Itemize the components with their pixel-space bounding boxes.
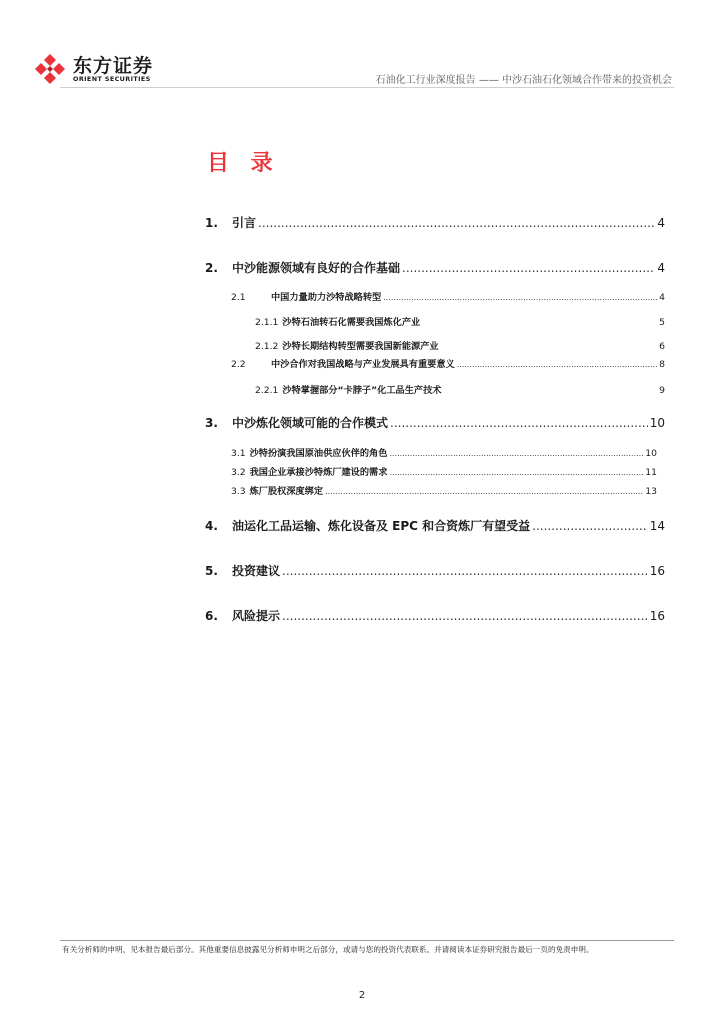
toc-entry[interactable] bbox=[255, 338, 665, 352]
toc-entry-title: 引言 bbox=[232, 216, 257, 230]
toc-dot-leader bbox=[390, 416, 648, 430]
toc-entry-number: 2.1.1 bbox=[255, 317, 279, 328]
toc-entry-number: 3. bbox=[205, 416, 218, 430]
toc-entry-title: 炼厂股权深度绑定 bbox=[249, 486, 324, 497]
toc-dot-leader bbox=[282, 564, 648, 578]
toc-entry-page: 9 bbox=[659, 385, 665, 396]
toc-entry-number: 2.1 bbox=[231, 292, 246, 303]
toc-entry-page: 6 bbox=[659, 341, 665, 352]
report-title: 石油化工行业深度报告 —— 中沙石油石化领域合作带来的投资机会 bbox=[375, 75, 672, 86]
toc-entry-number: 3.3 bbox=[231, 486, 246, 497]
brand-name-en: ORIENT SECURITIES bbox=[73, 75, 151, 83]
toc-entry-page: 5 bbox=[659, 317, 665, 328]
toc-entry-title: 沙特长期结构转型需要我国新能源产业 bbox=[282, 341, 439, 352]
toc-entry-page: 4 bbox=[657, 261, 665, 275]
toc-entry-number: 6. bbox=[205, 609, 218, 623]
toc-entry[interactable] bbox=[231, 483, 657, 497]
toc-entry-page: 8 bbox=[659, 359, 665, 370]
toc-dot-leader bbox=[383, 293, 657, 302]
toc-entry[interactable] bbox=[231, 289, 665, 303]
toc-entry-page: 11 bbox=[645, 467, 657, 478]
toc-entry-title: 我国企业承接沙特炼厂建设的需求 bbox=[249, 467, 388, 478]
toc-entry-number: 3.2 bbox=[231, 467, 246, 478]
toc-entry-title: 中沙合作对我国战略与产业发展具有重要意义 bbox=[271, 359, 455, 370]
toc-heading: 目 录 bbox=[207, 151, 280, 176]
toc-entry[interactable] bbox=[231, 445, 657, 459]
toc-entry-number: 2.2 bbox=[231, 359, 246, 370]
footer-divider bbox=[60, 940, 674, 941]
toc-entry-page: 13 bbox=[645, 486, 657, 497]
toc-entry-page: 10 bbox=[645, 448, 657, 459]
toc-entry-page: 14 bbox=[649, 519, 665, 533]
toc-entry[interactable] bbox=[205, 414, 665, 431]
toc-entry-title: 沙特扮演我国原油供应伙伴的角色 bbox=[249, 448, 388, 459]
toc-entry-number: 2. bbox=[205, 261, 218, 275]
toc-entry[interactable] bbox=[205, 259, 665, 276]
toc-entry-page: 4 bbox=[657, 216, 665, 230]
toc-entry-number: 1. bbox=[205, 216, 218, 230]
toc-entry[interactable] bbox=[205, 607, 665, 624]
toc-entry[interactable] bbox=[255, 314, 665, 328]
footer-disclaimer: 有关分析师的申明，见本报告最后部分。其他重要信息披露见分析师申明之后部分，或请与您的投资代表联系。并请阅读本证券研究报告最后一页的免责申明。 bbox=[62, 945, 594, 954]
toc-entry-number: 5. bbox=[205, 564, 218, 578]
toc-entry-title: 中沙能源领域有良好的合作基础 bbox=[232, 261, 401, 275]
toc-dot-leader bbox=[282, 609, 648, 623]
toc-entry-page: 10 bbox=[649, 416, 665, 430]
toc-entry-title: 中国力量助力沙特战略转型 bbox=[271, 292, 382, 303]
toc-dot-leader bbox=[389, 449, 643, 458]
toc-dot-leader bbox=[258, 216, 655, 230]
toc-entry[interactable] bbox=[231, 464, 657, 478]
toc-dot-leader bbox=[389, 468, 643, 477]
toc-entry-number: 3.1 bbox=[231, 448, 246, 459]
toc-entry-page: 16 bbox=[649, 609, 665, 623]
orient-securities-logo-icon bbox=[33, 52, 67, 86]
toc-entry-title: 中沙炼化领域可能的合作模式 bbox=[232, 416, 389, 430]
header-divider bbox=[60, 87, 674, 88]
toc-entry[interactable] bbox=[231, 356, 665, 370]
toc-dot-leader bbox=[402, 261, 655, 275]
toc-entry-title: 沙特石油转石化需要我国炼化产业 bbox=[282, 317, 421, 328]
page-number: 2 bbox=[358, 990, 366, 1001]
toc-entry-number: 2.2.1 bbox=[255, 385, 279, 396]
toc-entry-page: 4 bbox=[659, 292, 665, 303]
company-logo bbox=[33, 50, 163, 84]
toc-entry[interactable] bbox=[205, 214, 665, 231]
toc-entry[interactable] bbox=[205, 562, 665, 579]
toc-entry-number: 4. bbox=[205, 519, 218, 533]
toc-entry-title: 油运化工品运输、炼化设备及 EPC 和合资炼厂有望受益 bbox=[232, 519, 531, 533]
toc-entry[interactable] bbox=[255, 382, 665, 396]
toc-entry-title: 投资建议 bbox=[232, 564, 281, 578]
toc-dot-leader bbox=[457, 360, 657, 369]
toc-entry-title: 风险提示 bbox=[232, 609, 281, 623]
toc-dot-leader bbox=[532, 519, 648, 533]
brand-name-cn: 东方证券 bbox=[73, 55, 154, 77]
toc-entry-page: 16 bbox=[649, 564, 665, 578]
toc-entry-title: 沙特掌握部分“卡脖子”化工品生产技术 bbox=[282, 385, 442, 396]
toc-entry-number: 2.1.2 bbox=[255, 341, 279, 352]
toc-entry[interactable] bbox=[205, 517, 665, 534]
toc-dot-leader bbox=[325, 487, 643, 496]
